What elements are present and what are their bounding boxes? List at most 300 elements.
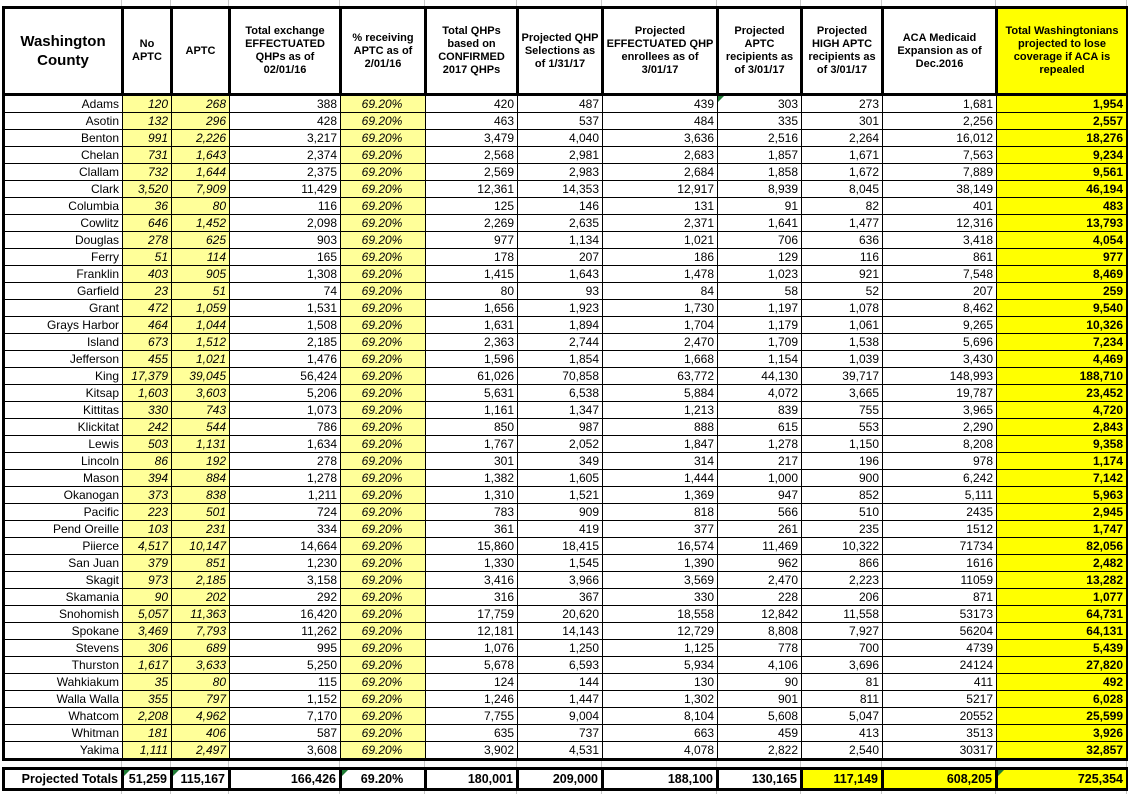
data-cell[interactable]: 1,073 bbox=[230, 402, 341, 419]
data-cell[interactable]: 1,444 bbox=[603, 470, 718, 487]
county-cell[interactable]: Kitsap bbox=[4, 385, 123, 402]
data-cell[interactable]: 188,710 bbox=[997, 368, 1128, 385]
data-cell[interactable]: 14,664 bbox=[230, 538, 341, 555]
data-cell[interactable]: 1,704 bbox=[603, 317, 718, 334]
data-cell[interactable]: 116 bbox=[230, 198, 341, 215]
data-cell[interactable]: 2,269 bbox=[426, 215, 518, 232]
data-cell[interactable]: 1,134 bbox=[518, 232, 603, 249]
data-cell[interactable]: 1616 bbox=[883, 555, 997, 572]
data-cell[interactable]: 8,104 bbox=[603, 708, 718, 725]
data-cell[interactable]: 207 bbox=[883, 283, 997, 300]
data-cell[interactable]: 61,026 bbox=[426, 368, 518, 385]
data-cell[interactable]: 69.20% bbox=[341, 147, 426, 164]
data-cell[interactable]: 851 bbox=[172, 555, 230, 572]
data-cell[interactable]: 16,420 bbox=[230, 606, 341, 623]
data-cell[interactable]: 8,469 bbox=[997, 266, 1128, 283]
data-cell[interactable]: 69.20% bbox=[341, 436, 426, 453]
data-cell[interactable]: 70,858 bbox=[518, 368, 603, 385]
data-cell[interactable]: 2,516 bbox=[718, 130, 802, 147]
data-cell[interactable]: 2,470 bbox=[603, 334, 718, 351]
county-cell[interactable]: Wahkiakum bbox=[4, 674, 123, 691]
totals-cell[interactable]: 117,149 bbox=[802, 769, 883, 790]
data-cell[interactable]: 69.20% bbox=[341, 572, 426, 589]
data-cell[interactable]: 17,379 bbox=[123, 368, 172, 385]
data-cell[interactable]: 80 bbox=[426, 283, 518, 300]
data-cell[interactable]: 1,131 bbox=[172, 436, 230, 453]
data-cell[interactable]: 636 bbox=[802, 232, 883, 249]
data-cell[interactable]: 2435 bbox=[883, 504, 997, 521]
data-cell[interactable]: 14,353 bbox=[518, 181, 603, 198]
totals-cell[interactable]: 166,426 bbox=[230, 769, 341, 790]
data-cell[interactable]: 394 bbox=[123, 470, 172, 487]
data-cell[interactable]: 3,416 bbox=[426, 572, 518, 589]
data-cell[interactable]: 1,747 bbox=[997, 521, 1128, 538]
data-cell[interactable]: 69.20% bbox=[341, 623, 426, 640]
data-cell[interactable]: 4,962 bbox=[172, 708, 230, 725]
data-cell[interactable]: 1,213 bbox=[603, 402, 718, 419]
data-cell[interactable]: 401 bbox=[883, 198, 997, 215]
data-cell[interactable]: 38,149 bbox=[883, 181, 997, 198]
data-cell[interactable]: 82,056 bbox=[997, 538, 1128, 555]
data-cell[interactable]: 16,012 bbox=[883, 130, 997, 147]
data-cell[interactable]: 1,023 bbox=[718, 266, 802, 283]
data-cell[interactable]: 419 bbox=[518, 521, 603, 538]
data-cell[interactable]: 743 bbox=[172, 402, 230, 419]
data-cell[interactable]: 181 bbox=[123, 725, 172, 742]
data-cell[interactable]: 316 bbox=[426, 589, 518, 606]
data-cell[interactable]: 706 bbox=[718, 232, 802, 249]
data-cell[interactable]: 406 bbox=[172, 725, 230, 742]
data-cell[interactable]: 884 bbox=[172, 470, 230, 487]
data-cell[interactable]: 69.20% bbox=[341, 283, 426, 300]
data-cell[interactable]: 2,497 bbox=[172, 742, 230, 760]
data-cell[interactable]: 69.20% bbox=[341, 249, 426, 266]
county-cell[interactable]: Columbia bbox=[4, 198, 123, 215]
data-cell[interactable]: 379 bbox=[123, 555, 172, 572]
data-cell[interactable]: 4739 bbox=[883, 640, 997, 657]
data-cell[interactable]: 1,447 bbox=[518, 691, 603, 708]
data-cell[interactable]: 330 bbox=[123, 402, 172, 419]
data-cell[interactable]: 1,000 bbox=[718, 470, 802, 487]
data-cell[interactable]: 4,469 bbox=[997, 351, 1128, 368]
data-cell[interactable]: 901 bbox=[718, 691, 802, 708]
data-cell[interactable]: 69.20% bbox=[341, 657, 426, 674]
data-cell[interactable]: 5,963 bbox=[997, 487, 1128, 504]
data-cell[interactable]: 2,683 bbox=[603, 147, 718, 164]
totals-label-cell[interactable]: Projected Totals bbox=[4, 769, 123, 790]
county-cell[interactable]: Clark bbox=[4, 181, 123, 198]
data-cell[interactable]: 700 bbox=[802, 640, 883, 657]
data-cell[interactable]: 2,569 bbox=[426, 164, 518, 181]
data-cell[interactable]: 11,558 bbox=[802, 606, 883, 623]
data-cell[interactable]: 367 bbox=[518, 589, 603, 606]
column-header[interactable]: Projected QHP Selections as of 1/31/17 bbox=[518, 8, 603, 95]
data-cell[interactable]: 1,858 bbox=[718, 164, 802, 181]
data-cell[interactable]: 301 bbox=[802, 113, 883, 130]
data-cell[interactable]: 11,363 bbox=[172, 606, 230, 623]
data-cell[interactable]: 178 bbox=[426, 249, 518, 266]
data-cell[interactable]: 12,917 bbox=[603, 181, 718, 198]
data-cell[interactable]: 1,643 bbox=[172, 147, 230, 164]
data-cell[interactable]: 962 bbox=[718, 555, 802, 572]
data-cell[interactable]: 1,230 bbox=[230, 555, 341, 572]
county-cell[interactable]: Pend Oreille bbox=[4, 521, 123, 538]
data-cell[interactable]: 7,170 bbox=[230, 708, 341, 725]
data-cell[interactable]: 148,993 bbox=[883, 368, 997, 385]
data-cell[interactable]: 24124 bbox=[883, 657, 997, 674]
data-cell[interactable]: 69.20% bbox=[341, 640, 426, 657]
data-cell[interactable]: 2,256 bbox=[883, 113, 997, 130]
data-cell[interactable]: 5,678 bbox=[426, 657, 518, 674]
data-cell[interactable]: 1,631 bbox=[426, 317, 518, 334]
data-cell[interactable]: 103 bbox=[123, 521, 172, 538]
data-cell[interactable]: 778 bbox=[718, 640, 802, 657]
data-cell[interactable]: 9,234 bbox=[997, 147, 1128, 164]
data-cell[interactable]: 23 bbox=[123, 283, 172, 300]
column-header[interactable]: Projected HIGH APTC recipients as of 3/01/17 bbox=[802, 8, 883, 95]
data-cell[interactable]: 732 bbox=[123, 164, 172, 181]
data-cell[interactable]: 9,004 bbox=[518, 708, 603, 725]
column-header[interactable]: No APTC bbox=[123, 8, 172, 95]
county-cell[interactable]: Grays Harbor bbox=[4, 317, 123, 334]
data-cell[interactable]: 646 bbox=[123, 215, 172, 232]
data-cell[interactable]: 5,696 bbox=[883, 334, 997, 351]
data-cell[interactable]: 5,111 bbox=[883, 487, 997, 504]
data-cell[interactable]: 330 bbox=[603, 589, 718, 606]
data-cell[interactable]: 27,820 bbox=[997, 657, 1128, 674]
data-cell[interactable]: 1,681 bbox=[883, 95, 997, 113]
data-cell[interactable]: 3,926 bbox=[997, 725, 1128, 742]
data-cell[interactable]: 306 bbox=[123, 640, 172, 657]
data-cell[interactable]: 487 bbox=[518, 95, 603, 113]
data-cell[interactable]: 69.20% bbox=[341, 215, 426, 232]
data-cell[interactable]: 334 bbox=[230, 521, 341, 538]
totals-cell[interactable]: 188,100 bbox=[603, 769, 718, 790]
county-cell[interactable]: Douglas bbox=[4, 232, 123, 249]
data-cell[interactable]: 411 bbox=[883, 674, 997, 691]
data-cell[interactable]: 2,185 bbox=[172, 572, 230, 589]
county-cell[interactable]: San Juan bbox=[4, 555, 123, 572]
county-cell[interactable]: Skamania bbox=[4, 589, 123, 606]
data-cell[interactable]: 2,226 bbox=[172, 130, 230, 147]
data-cell[interactable]: 12,316 bbox=[883, 215, 997, 232]
data-cell[interactable]: 1,211 bbox=[230, 487, 341, 504]
data-cell[interactable]: 909 bbox=[518, 504, 603, 521]
data-cell[interactable]: 69.20% bbox=[341, 385, 426, 402]
data-cell[interactable]: 86 bbox=[123, 453, 172, 470]
data-cell[interactable]: 839 bbox=[718, 402, 802, 419]
data-cell[interactable]: 1,512 bbox=[172, 334, 230, 351]
data-cell[interactable]: 428 bbox=[230, 113, 341, 130]
data-cell[interactable]: 146 bbox=[518, 198, 603, 215]
data-cell[interactable]: 46,194 bbox=[997, 181, 1128, 198]
county-cell[interactable]: Walla Walla bbox=[4, 691, 123, 708]
data-cell[interactable]: 5,884 bbox=[603, 385, 718, 402]
data-cell[interactable]: 69.20% bbox=[341, 555, 426, 572]
data-cell[interactable]: 2,744 bbox=[518, 334, 603, 351]
data-cell[interactable]: 2,052 bbox=[518, 436, 603, 453]
county-cell[interactable]: Piierce bbox=[4, 538, 123, 555]
data-cell[interactable]: 51 bbox=[123, 249, 172, 266]
county-cell[interactable]: Lewis bbox=[4, 436, 123, 453]
data-cell[interactable]: 413 bbox=[802, 725, 883, 742]
data-cell[interactable]: 3,217 bbox=[230, 130, 341, 147]
county-cell[interactable]: Benton bbox=[4, 130, 123, 147]
data-cell[interactable]: 2,223 bbox=[802, 572, 883, 589]
data-cell[interactable]: 2,208 bbox=[123, 708, 172, 725]
data-cell[interactable]: 23,452 bbox=[997, 385, 1128, 402]
data-cell[interactable]: 2,557 bbox=[997, 113, 1128, 130]
data-cell[interactable]: 69.20% bbox=[341, 589, 426, 606]
data-cell[interactable]: 1,039 bbox=[802, 351, 883, 368]
data-cell[interactable]: 3,603 bbox=[172, 385, 230, 402]
data-cell[interactable]: 11,429 bbox=[230, 181, 341, 198]
data-cell[interactable]: 69.20% bbox=[341, 402, 426, 419]
data-cell[interactable]: 1,644 bbox=[172, 164, 230, 181]
data-cell[interactable]: 947 bbox=[718, 487, 802, 504]
data-cell[interactable]: 1,382 bbox=[426, 470, 518, 487]
data-cell[interactable]: 866 bbox=[802, 555, 883, 572]
data-cell[interactable]: 7,142 bbox=[997, 470, 1128, 487]
data-cell[interactable]: 7,548 bbox=[883, 266, 997, 283]
data-cell[interactable]: 1,179 bbox=[718, 317, 802, 334]
data-cell[interactable]: 1,174 bbox=[997, 453, 1128, 470]
data-cell[interactable]: 2,822 bbox=[718, 742, 802, 760]
data-cell[interactable]: 1512 bbox=[883, 521, 997, 538]
data-cell[interactable]: 223 bbox=[123, 504, 172, 521]
data-cell[interactable]: 4,517 bbox=[123, 538, 172, 555]
county-cell[interactable]: Clallam bbox=[4, 164, 123, 181]
data-cell[interactable]: 852 bbox=[802, 487, 883, 504]
data-cell[interactable]: 1,111 bbox=[123, 742, 172, 760]
column-header[interactable]: ACA Medicaid Expansion as of Dec.2016 bbox=[883, 8, 997, 95]
data-cell[interactable]: 4,040 bbox=[518, 130, 603, 147]
data-cell[interactable]: 4,720 bbox=[997, 402, 1128, 419]
data-cell[interactable]: 615 bbox=[718, 419, 802, 436]
data-cell[interactable]: 5,631 bbox=[426, 385, 518, 402]
data-cell[interactable]: 1,709 bbox=[718, 334, 802, 351]
data-cell[interactable]: 69.20% bbox=[341, 504, 426, 521]
column-header[interactable]: Projected APTC recipients as of 3/01/17 bbox=[718, 8, 802, 95]
county-cell[interactable]: Spokane bbox=[4, 623, 123, 640]
data-cell[interactable]: 388 bbox=[230, 95, 341, 113]
data-cell[interactable]: 242 bbox=[123, 419, 172, 436]
data-cell[interactable]: 861 bbox=[883, 249, 997, 266]
data-cell[interactable]: 8,808 bbox=[718, 623, 802, 640]
data-cell[interactable]: 130 bbox=[603, 674, 718, 691]
data-cell[interactable]: 186 bbox=[603, 249, 718, 266]
county-cell[interactable]: Okanogan bbox=[4, 487, 123, 504]
data-cell[interactable]: 544 bbox=[172, 419, 230, 436]
data-cell[interactable]: 1,847 bbox=[603, 436, 718, 453]
county-cell[interactable]: Yakima bbox=[4, 742, 123, 760]
data-cell[interactable]: 2,983 bbox=[518, 164, 603, 181]
data-cell[interactable]: 2,098 bbox=[230, 215, 341, 232]
data-cell[interactable]: 32,857 bbox=[997, 742, 1128, 760]
data-cell[interactable]: 69.20% bbox=[341, 351, 426, 368]
data-cell[interactable]: 566 bbox=[718, 504, 802, 521]
data-cell[interactable]: 973 bbox=[123, 572, 172, 589]
data-cell[interactable]: 1,857 bbox=[718, 147, 802, 164]
column-header[interactable]: Projected EFFECTUATED QHP enrollees as of 3/01/17 bbox=[603, 8, 718, 95]
data-cell[interactable]: 1,310 bbox=[426, 487, 518, 504]
data-cell[interactable]: 69.20% bbox=[341, 266, 426, 283]
data-cell[interactable]: 5,047 bbox=[802, 708, 883, 725]
data-cell[interactable]: 3,665 bbox=[802, 385, 883, 402]
data-cell[interactable]: 11059 bbox=[883, 572, 997, 589]
data-cell[interactable]: 228 bbox=[718, 589, 802, 606]
data-cell[interactable]: 301 bbox=[426, 453, 518, 470]
data-cell[interactable]: 69.20% bbox=[341, 368, 426, 385]
data-cell[interactable]: 3,636 bbox=[603, 130, 718, 147]
data-cell[interactable]: 492 bbox=[997, 674, 1128, 691]
data-cell[interactable]: 3,430 bbox=[883, 351, 997, 368]
data-cell[interactable]: 69.20% bbox=[341, 487, 426, 504]
totals-cell[interactable]: 209,000 bbox=[518, 769, 603, 790]
county-cell[interactable]: Ferry bbox=[4, 249, 123, 266]
data-cell[interactable]: 1,671 bbox=[802, 147, 883, 164]
data-cell[interactable]: 2,568 bbox=[426, 147, 518, 164]
county-cell[interactable]: Kittitas bbox=[4, 402, 123, 419]
data-cell[interactable]: 39,717 bbox=[802, 368, 883, 385]
data-cell[interactable]: 202 bbox=[172, 589, 230, 606]
data-cell[interactable]: 1,478 bbox=[603, 266, 718, 283]
data-cell[interactable]: 82 bbox=[802, 198, 883, 215]
data-cell[interactable]: 987 bbox=[518, 419, 603, 436]
data-cell[interactable]: 5,934 bbox=[603, 657, 718, 674]
column-header[interactable]: % receiving APTC as of 2/01/16 bbox=[341, 8, 426, 95]
data-cell[interactable]: 1,369 bbox=[603, 487, 718, 504]
data-cell[interactable]: 125 bbox=[426, 198, 518, 215]
data-cell[interactable]: 1,078 bbox=[802, 300, 883, 317]
data-cell[interactable]: 9,540 bbox=[997, 300, 1128, 317]
data-cell[interactable]: 484 bbox=[603, 113, 718, 130]
data-cell[interactable]: 273 bbox=[802, 95, 883, 113]
data-cell[interactable]: 53173 bbox=[883, 606, 997, 623]
data-cell[interactable]: 3,902 bbox=[426, 742, 518, 760]
data-cell[interactable]: 44,130 bbox=[718, 368, 802, 385]
data-cell[interactable]: 10,326 bbox=[997, 317, 1128, 334]
data-cell[interactable]: 3513 bbox=[883, 725, 997, 742]
data-cell[interactable]: 11,469 bbox=[718, 538, 802, 555]
data-cell[interactable]: 39,045 bbox=[172, 368, 230, 385]
totals-cell[interactable]: 608,205 bbox=[883, 769, 997, 790]
totals-cell[interactable]: 725,354 bbox=[997, 769, 1128, 790]
data-cell[interactable]: 6,242 bbox=[883, 470, 997, 487]
data-cell[interactable]: 1,643 bbox=[518, 266, 603, 283]
data-cell[interactable]: 1,330 bbox=[426, 555, 518, 572]
data-cell[interactable]: 1,452 bbox=[172, 215, 230, 232]
data-cell[interactable]: 12,361 bbox=[426, 181, 518, 198]
data-cell[interactable]: 69.20% bbox=[341, 113, 426, 130]
column-header[interactable]: Total Washingtonians projected to lose coverage if ACA is repealed bbox=[997, 8, 1128, 95]
data-cell[interactable]: 18,558 bbox=[603, 606, 718, 623]
data-cell[interactable]: 1,308 bbox=[230, 266, 341, 283]
data-cell[interactable]: 144 bbox=[518, 674, 603, 691]
data-cell[interactable]: 2,981 bbox=[518, 147, 603, 164]
county-cell[interactable]: Island bbox=[4, 334, 123, 351]
data-cell[interactable]: 120 bbox=[123, 95, 172, 113]
data-cell[interactable]: 625 bbox=[172, 232, 230, 249]
data-cell[interactable]: 3,418 bbox=[883, 232, 997, 249]
data-cell[interactable]: 278 bbox=[123, 232, 172, 249]
data-cell[interactable]: 17,759 bbox=[426, 606, 518, 623]
data-cell[interactable]: 90 bbox=[718, 674, 802, 691]
data-cell[interactable]: 1,641 bbox=[718, 215, 802, 232]
data-cell[interactable]: 459 bbox=[718, 725, 802, 742]
data-cell[interactable]: 463 bbox=[426, 113, 518, 130]
data-cell[interactable]: 483 bbox=[997, 198, 1128, 215]
data-cell[interactable]: 1,656 bbox=[426, 300, 518, 317]
data-cell[interactable]: 7,563 bbox=[883, 147, 997, 164]
data-cell[interactable]: 261 bbox=[718, 521, 802, 538]
data-cell[interactable]: 2,264 bbox=[802, 130, 883, 147]
data-cell[interactable]: 69.20% bbox=[341, 538, 426, 555]
data-cell[interactable]: 1,246 bbox=[426, 691, 518, 708]
data-cell[interactable]: 3,696 bbox=[802, 657, 883, 674]
data-cell[interactable]: 314 bbox=[603, 453, 718, 470]
county-cell[interactable]: Grant bbox=[4, 300, 123, 317]
data-cell[interactable]: 977 bbox=[426, 232, 518, 249]
data-cell[interactable]: 1,476 bbox=[230, 351, 341, 368]
county-cell[interactable]: Cowlitz bbox=[4, 215, 123, 232]
data-cell[interactable]: 5,608 bbox=[718, 708, 802, 725]
data-cell[interactable]: 811 bbox=[802, 691, 883, 708]
data-cell[interactable]: 91 bbox=[718, 198, 802, 215]
data-cell[interactable]: 1,923 bbox=[518, 300, 603, 317]
totals-cell[interactable]: 180,001 bbox=[426, 769, 518, 790]
data-cell[interactable]: 464 bbox=[123, 317, 172, 334]
county-cell[interactable]: Franklin bbox=[4, 266, 123, 283]
data-cell[interactable]: 373 bbox=[123, 487, 172, 504]
data-cell[interactable]: 673 bbox=[123, 334, 172, 351]
data-cell[interactable]: 1,250 bbox=[518, 640, 603, 657]
data-cell[interactable]: 1,668 bbox=[603, 351, 718, 368]
data-cell[interactable]: 797 bbox=[172, 691, 230, 708]
data-cell[interactable]: 403 bbox=[123, 266, 172, 283]
data-cell[interactable]: 11,262 bbox=[230, 623, 341, 640]
data-cell[interactable]: 3,469 bbox=[123, 623, 172, 640]
data-cell[interactable]: 439 bbox=[603, 95, 718, 113]
data-cell[interactable]: 2,945 bbox=[997, 504, 1128, 521]
data-cell[interactable]: 12,181 bbox=[426, 623, 518, 640]
data-cell[interactable]: 995 bbox=[230, 640, 341, 657]
data-cell[interactable]: 69.20% bbox=[341, 95, 426, 113]
data-cell[interactable]: 850 bbox=[426, 419, 518, 436]
data-cell[interactable]: 1,730 bbox=[603, 300, 718, 317]
data-cell[interactable]: 8,462 bbox=[883, 300, 997, 317]
data-cell[interactable]: 3,966 bbox=[518, 572, 603, 589]
county-cell[interactable]: Adams bbox=[4, 95, 123, 113]
county-cell[interactable]: King bbox=[4, 368, 123, 385]
data-cell[interactable]: 20552 bbox=[883, 708, 997, 725]
data-cell[interactable]: 838 bbox=[172, 487, 230, 504]
data-cell[interactable]: 587 bbox=[230, 725, 341, 742]
data-cell[interactable]: 124 bbox=[426, 674, 518, 691]
county-cell[interactable]: Stevens bbox=[4, 640, 123, 657]
data-cell[interactable]: 80 bbox=[172, 198, 230, 215]
data-cell[interactable]: 1,021 bbox=[172, 351, 230, 368]
data-cell[interactable]: 3,479 bbox=[426, 130, 518, 147]
data-cell[interactable]: 1,154 bbox=[718, 351, 802, 368]
data-cell[interactable]: 3,158 bbox=[230, 572, 341, 589]
data-cell[interactable]: 1,603 bbox=[123, 385, 172, 402]
totals-cell[interactable]: 115,167 bbox=[172, 769, 230, 790]
data-cell[interactable]: 420 bbox=[426, 95, 518, 113]
county-cell[interactable]: Thurston bbox=[4, 657, 123, 674]
data-cell[interactable]: 30317 bbox=[883, 742, 997, 760]
data-cell[interactable]: 1,197 bbox=[718, 300, 802, 317]
